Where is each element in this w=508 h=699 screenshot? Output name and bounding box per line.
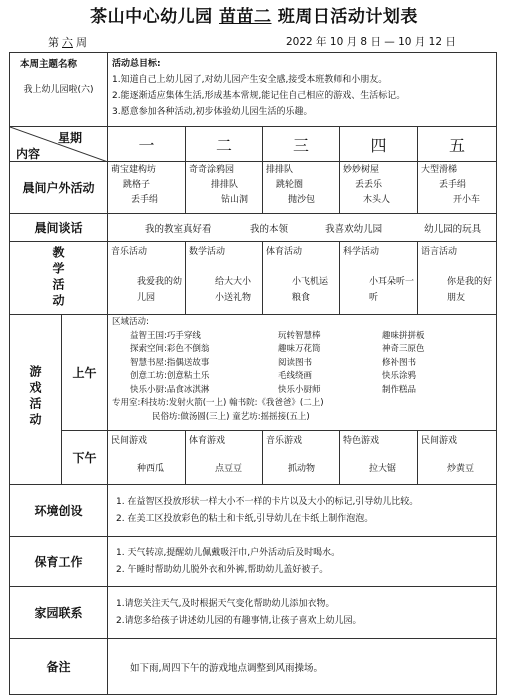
area-cell <box>108 315 497 431</box>
environment-item: 2. 在美工区投放彩色的粘土和卡纸,引导幼儿在卡纸上制作泡泡。 <box>116 513 374 524</box>
special-row: 民俗坊:做汤圆(三上) 童艺坊:摇摇接(五上) <box>152 411 310 422</box>
pm-day: 特色游戏 拉大锯 <box>340 431 418 485</box>
class-name: 苗苗二 <box>219 7 272 27</box>
header-corner <box>10 127 108 162</box>
talk-label: 晨间谈话 <box>10 214 108 242</box>
title-prefix: 茶山中心幼儿园 <box>90 7 219 27</box>
care-row <box>10 537 497 587</box>
family-label: 家园联系 <box>10 587 108 639</box>
theme-row <box>10 53 497 127</box>
plan-table <box>9 52 497 695</box>
environment-row <box>10 485 497 537</box>
area-row: 快乐小厨:品食冰淇淋 快乐小厨师 制作糕品 <box>130 384 417 395</box>
special-row: 专用室:科技坊:发射火箭(一上) 翰书院:《我爸爸》(二上) <box>112 398 324 408</box>
environment-item: 1. 在益智区投放形状一样大小不一样的卡片以及大小的标记,引导幼儿比较。 <box>116 496 419 507</box>
teaching-day: 语言活动 你是我的好朋友 <box>418 242 497 315</box>
header-row <box>10 127 497 162</box>
day-header: 一 <box>108 127 186 162</box>
area-row: 探索空间:彩色不倒翁 趣味万花筒 神奇三原色 <box>130 344 425 354</box>
notes-row <box>10 639 497 695</box>
pm-day: 民间游戏 炒黄豆 <box>418 431 497 485</box>
pm-label: 下午 <box>62 431 108 485</box>
care-label: 保育工作 <box>10 537 108 587</box>
outdoor-day: 排排队 跳轮圈 抛沙包 <box>263 162 340 214</box>
week-row <box>0 34 508 52</box>
environment-label: 环境创设 <box>10 485 108 537</box>
games-label: 游戏活动 <box>28 364 42 429</box>
day-header: 四 <box>340 127 418 162</box>
talk-item: 我喜欢幼儿园 <box>325 223 383 235</box>
outdoor-day: 萌宝建构坊 跳格子 丢手绢 <box>108 162 186 214</box>
outdoor-day: 大型滑梯 丢手绢 开小车 <box>418 162 497 214</box>
talk-cell <box>108 214 497 242</box>
games-label-cell <box>10 315 62 485</box>
notes-text: 如下雨,周四下午的游戏地点调整到风雨操场。 <box>108 639 497 695</box>
family-item: 2.请您多给孩子讲述幼儿园的有趣事情,让孩子喜欢上幼儿园。 <box>116 615 362 626</box>
family-item: 1.请您关注天气,及时根据天气变化帮助幼儿添加衣物。 <box>116 598 335 609</box>
talk-item: 我的教室真好看 <box>145 223 212 235</box>
goal-item: 1.知道自己上幼儿园了,对幼儿园产生安全感,接受本班教师和小朋友。 <box>112 75 388 85</box>
goals-cell <box>108 53 497 127</box>
family-row <box>10 587 497 639</box>
family-cell <box>108 587 497 639</box>
care-cell <box>108 537 497 587</box>
day-header: 三 <box>263 127 340 162</box>
area-label: 区域活动: <box>112 317 149 327</box>
teaching-label-cell <box>10 242 108 315</box>
day-header: 二 <box>186 127 263 162</box>
title-suffix: 班周日活动计划表 <box>271 7 418 27</box>
environment-cell <box>108 485 497 537</box>
week-label: 星期 <box>58 131 83 145</box>
care-item: 1. 天气转凉,提醒幼儿佩戴吸汗巾,户外活动后及时喝水。 <box>116 547 341 558</box>
care-item: 2. 午睡时帮助幼儿脱外衣和外裤,帮助幼儿盖好被子。 <box>116 564 329 575</box>
goals-label: 活动总目标: <box>112 59 161 69</box>
goal-item: 2.能逐渐适应集体生活,形成基本常规,能记住自己相应的游戏、生活标记。 <box>112 91 406 101</box>
outdoor-label: 晨间户外活动 <box>10 162 108 214</box>
teaching-row <box>10 242 497 315</box>
teaching-day: 音乐活动 我爱我的幼儿园 <box>108 242 186 315</box>
day-header: 五 <box>418 127 497 162</box>
teaching-day: 体育活动 小飞机运粮食 <box>263 242 340 315</box>
theme-value: 我上幼儿园啦(六) <box>23 85 94 95</box>
area-row: 智慧书屋:指偶送故事 阅读图书 修补图书 <box>130 357 417 368</box>
page-title <box>0 2 508 27</box>
content-label: 内容 <box>16 147 41 161</box>
pm-day: 民间游戏 种西瓜 <box>108 431 186 485</box>
outdoor-row <box>10 162 497 214</box>
games-pm-row <box>10 431 497 485</box>
goal-item: 3.愿意参加各种活动,初步体验幼儿园生活的乐趣。 <box>112 107 313 117</box>
area-row: 创意工坊:创意粘土乐 毛线绕画 快乐涂鸦 <box>130 371 417 381</box>
notes-label: 备注 <box>10 639 108 695</box>
teaching-label: 教学活动 <box>51 246 65 310</box>
teaching-day: 数学活动 给大大小小送礼物 <box>186 242 263 315</box>
outdoor-day: 妙妙树屋 丢丢乐 木头人 <box>340 162 418 214</box>
games-am-row <box>10 315 497 431</box>
talk-row <box>10 214 497 242</box>
week-number: 第 六 周 <box>48 36 87 49</box>
theme-cell <box>10 53 108 127</box>
talk-item: 我的本领 <box>250 223 289 235</box>
teaching-day: 科学活动 小耳朵听一听 <box>340 242 418 315</box>
pm-day: 音乐游戏 抓动物 <box>263 431 340 485</box>
theme-label: 本周主题名称 <box>20 59 78 70</box>
pm-day: 体育游戏 点豆豆 <box>186 431 263 485</box>
talk-item: 幼儿园的玩具 <box>424 223 482 235</box>
date-range: 2022 年 10 月 8 日 — 10 月 12 日 <box>286 36 456 48</box>
area-row: 益智王国:巧手穿线 玩转智慧棒 趣味拼拼板 <box>130 330 425 341</box>
am-label: 上午 <box>62 315 108 431</box>
outdoor-day: 奇奇涂鸦园 排排队 钻山洞 <box>186 162 263 214</box>
